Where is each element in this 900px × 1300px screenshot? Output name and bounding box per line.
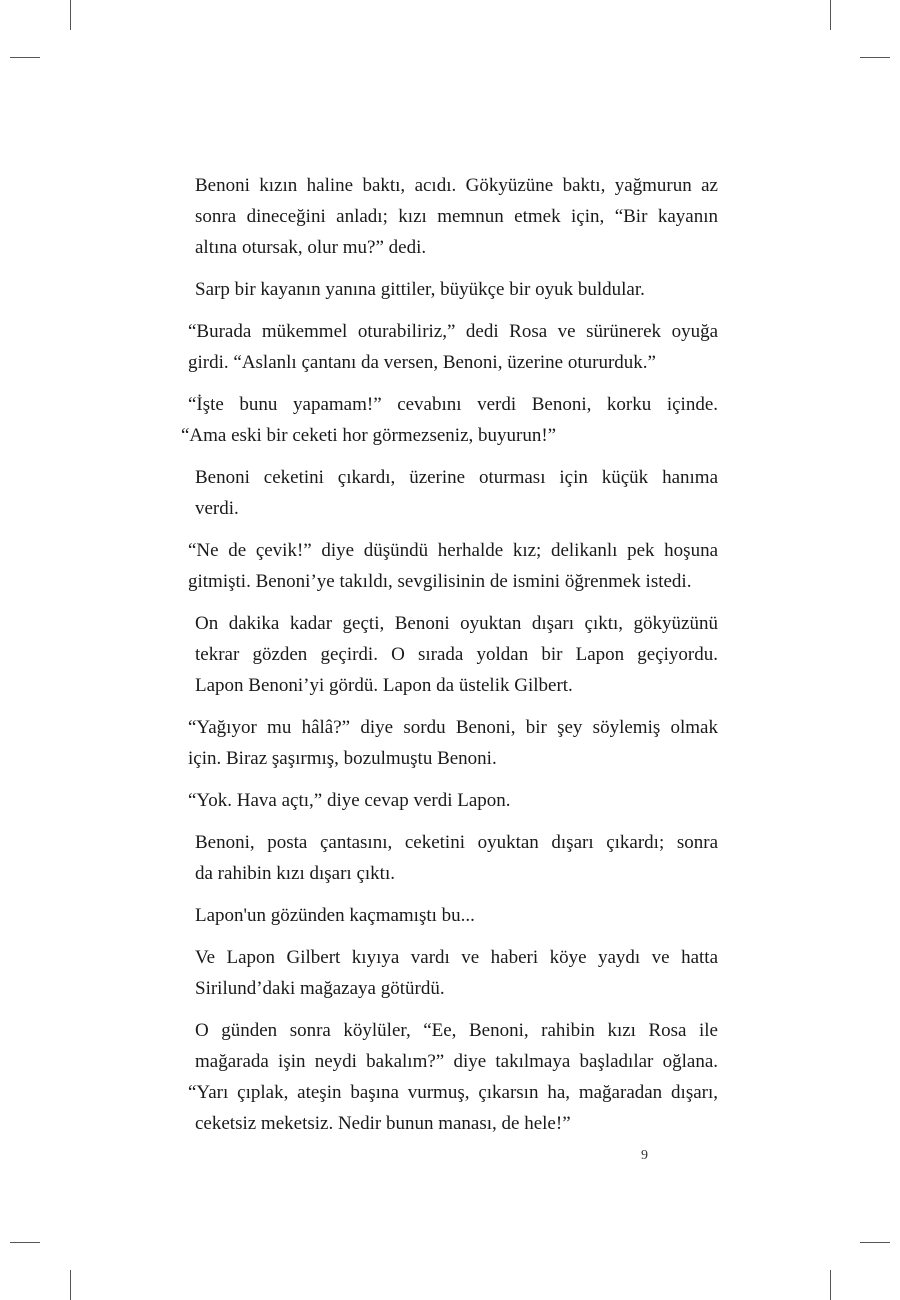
- text-line: sonra dineceğini anladı; kızı memnun etmek için, “Bir kayanın: [195, 206, 718, 227]
- text-line: “Ne de çevik!” diye düşündü herhalde kız; delikanlı pek hoşuna: [188, 540, 718, 561]
- text-line: girdi. “Aslanlı çantanı da versen, Benoni, üzerine otururduk.”: [188, 352, 656, 373]
- text-line: Benoni, posta çantasını, ceketini oyuktan dışarı çıkardı; sonra: [195, 832, 718, 853]
- text-line: mağarada işin neydi bakalım?” diye takılmaya başladılar oğlana.: [195, 1051, 718, 1072]
- text-line: “Ama eski bir ceketi hor görmezseniz, buyurun!”: [181, 425, 557, 446]
- text-line: Lapon'un gözünden kaçmamıştı bu...: [195, 905, 475, 926]
- text-line: Sarp bir kayanın yanına gittiler, büyükçe bir oyuk buldular.: [195, 279, 645, 300]
- page-number: 9: [641, 1148, 648, 1163]
- text-line: Lapon Benoni’yi gördü. Lapon da üstelik Gilbert.: [195, 675, 573, 696]
- text-line: Ve Lapon Gilbert kıyıya vardı ve haberi köye yaydı ve hatta: [195, 947, 718, 968]
- text-line: altına otursak, olur mu?” dedi.: [195, 237, 427, 258]
- paragraph: [188, 900, 718, 931]
- paragraph: [188, 608, 718, 701]
- paragraph: [188, 712, 718, 774]
- text-line: “Yok. Hava açtı,” diye cevap verdi Lapon.: [188, 790, 511, 811]
- paragraph: [188, 535, 718, 597]
- paragraph: [181, 389, 718, 451]
- crop-mark-bottom-right-vertical: [830, 1270, 831, 1300]
- paragraph: [188, 170, 718, 263]
- paragraph: [188, 827, 718, 889]
- text-line: Benoni kızın haline baktı, acıdı. Gökyüzüne baktı, yağmurun az: [195, 175, 718, 196]
- paragraph: [188, 1015, 718, 1139]
- crop-mark-bottom-left-vertical: [70, 1270, 71, 1300]
- text-line: gitmişti. Benoni’ye takıldı, sevgilisinin de ismini öğrenmek istedi.: [188, 571, 692, 592]
- paragraph: [188, 274, 718, 305]
- text-line: O günden sonra köylüler, “Ee, Benoni, rahibin kızı Rosa ile: [195, 1020, 718, 1041]
- text-line: ceketsiz meketsiz. Nedir bunun manası, de hele!”: [195, 1113, 571, 1134]
- text-line: “İşte bunu yapamam!” cevabını verdi Benoni, korku içinde.: [188, 394, 718, 415]
- crop-mark-bottom-left-horizontal: [10, 1242, 40, 1243]
- text-line: “Burada mükemmel oturabiliriz,” dedi Rosa ve sürünerek oyuğa: [188, 321, 718, 342]
- crop-mark-bottom-right-horizontal: [860, 1242, 890, 1243]
- paragraph: [188, 316, 718, 378]
- text-line: için. Biraz şaşırmış, bozulmuştu Benoni.: [188, 748, 497, 769]
- text-line: “Yarı çıplak, ateşin başına vurmuş, çıkarsın ha, mağaradan dışarı,: [188, 1082, 718, 1103]
- crop-mark-top-left-horizontal: [10, 57, 40, 58]
- paragraph: [188, 942, 718, 1004]
- crop-mark-top-left-vertical: [70, 0, 71, 30]
- text-line: verdi.: [195, 498, 239, 519]
- crop-mark-top-right-horizontal: [860, 57, 890, 58]
- text-line: Benoni ceketini çıkardı, üzerine oturması için küçük hanıma: [195, 467, 718, 488]
- text-line: “Yağıyor mu hâlâ?” diye sordu Benoni, bir şey söylemiş olmak: [188, 717, 718, 738]
- paragraph: [188, 785, 718, 816]
- text-line: da rahibin kızı dışarı çıktı.: [195, 863, 395, 884]
- paragraph: [188, 462, 718, 524]
- text-line: On dakika kadar geçti, Benoni oyuktan dışarı çıktı, gökyüzünü: [195, 613, 718, 634]
- crop-mark-top-right-vertical: [830, 0, 831, 30]
- text-line: Sirilund’daki mağazaya götürdü.: [195, 978, 445, 999]
- page-body-text: [181, 170, 718, 1150]
- text-line: tekrar gözden geçirdi. O sırada yoldan bir Lapon geçiyordu.: [195, 644, 718, 665]
